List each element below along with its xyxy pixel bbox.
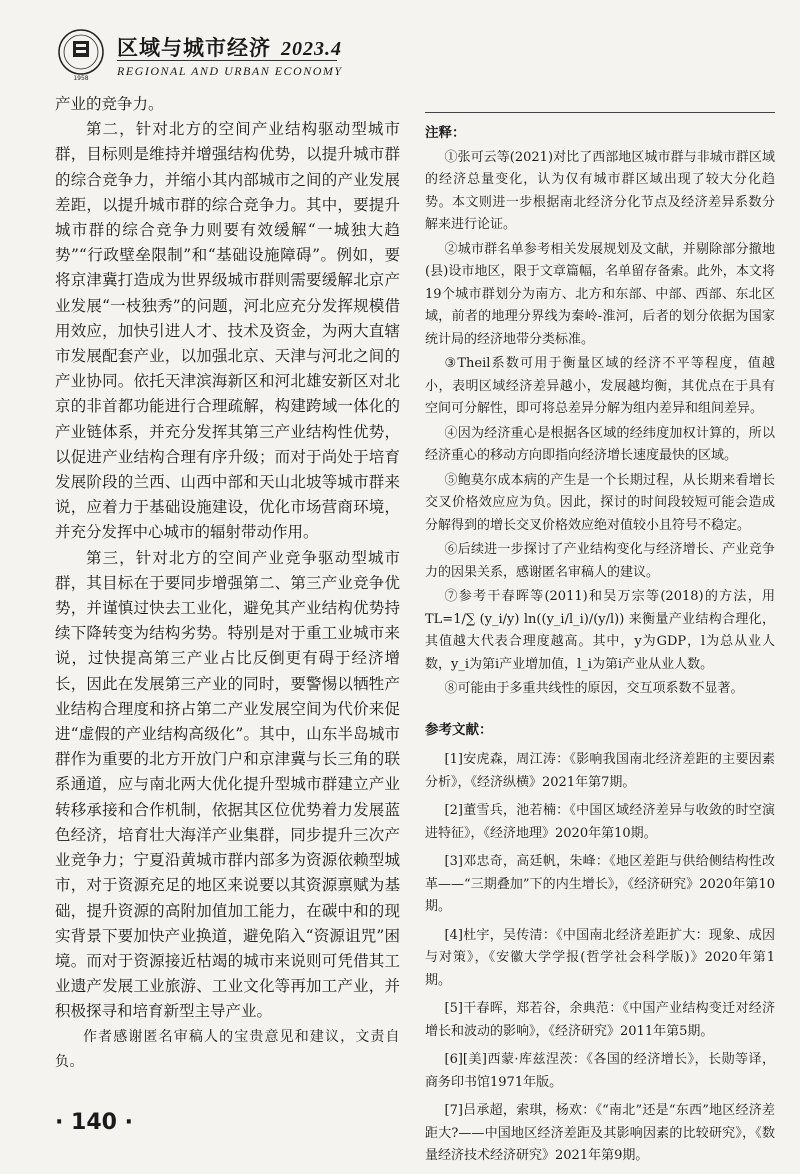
note-item: ④因为经济重心是根据各区域的经纬度加权计算的，所以经济重心的移动方向即指向经济增长速度最快的区域。: [425, 425, 775, 463]
reference-item: [3]邓忠奇，高廷帆，朱峰：《地区差距与供给侧结构性改革——“三期叠加”下的内生增长》，《经济研究》2020年第10期。: [425, 854, 775, 914]
notes-rule: [425, 112, 775, 113]
references-heading: 参考文献：: [425, 721, 493, 738]
notes-heading: 注释：: [425, 125, 466, 141]
page-number: · 140 ·: [55, 1110, 133, 1135]
journal-title: [117, 32, 342, 62]
journal-subtitle: REGIONAL AND URBAN ECONOMY: [117, 64, 343, 78]
body-paragraph: 第三，针对北方的空间产业竞争驱动型城市群，其目标在于要同步增强第二、第三产业竞争优势，并谨慎过快去工业化，避免其产业结构优势持续下降转变为结构劣势。特别是对于重工业城市来说，过快提高第三产业占比反倒更有碍于经济增长，因此在发展第三产业的同时，要警惕以牺牲产业结构合理度和挤占第二产业发展空间为代价来促进“虚假的产业结构高级化”。其中，山东半岛城市群作为重要的北方开放门户和京津冀与长三角的联系通道，应与南北两大优化提升型城市群建立产业转移承接和合作机制，依据其区位优势着力发展蓝色经济，培育壮大海洋产业集群，同步提升三次产业竞争力；宁夏沿黄城市群内部多为资源依赖型城市，对于资源充足的地区来说要以其资源禀赋为基础，提升资源的高附加值加工能力，在碳中和的现实背景下要加快产业换道，避免陷入“资源诅咒”困境。而对于资源接近枯竭的城市来说则可凭借其工业遗产发展工业旅游、工业文化等再加工产业，并积极探寻和培育新型主导产业。: [55, 548, 400, 1021]
reference-item: [1]安虎森，周江涛：《影响我国南北经济差距的主要因素分析》，《经济纵横》2021年第7期。: [425, 752, 775, 790]
header-rule: [117, 60, 337, 61]
note-item: ⑥后续进一步探讨了产业结构变化与经济增长、产业竞争力的因果关系，感谢匿名审稿人的建议。: [425, 542, 775, 580]
reference-item: [5]干春晖，郑若谷，余典范：《中国产业结构变迁对经济增长和波动的影响》，《经济研究》2011年第5期。: [425, 1001, 775, 1039]
left-column: [55, 92, 400, 1075]
reference-item: [7]吕承超，索琪，杨欢：《“南北”还是“东西”地区经济差距大?——中国地区经济差距及其影响因素的比较研究》，《数量经济技术经济研究》2021年第9期。: [425, 1103, 775, 1163]
note-item: ⑤鲍莫尔成本病的产生是一个长期过程，从长期来看增长交叉价格效应应为负。因此，探讨的时间段较短可能会造成分解得到的增长交叉价格效应绝对值较小且符号不稳定。: [425, 472, 775, 533]
note-item: ①张可云等(2021)对比了西部地区城市群与非城市群区域的经济总量变化，认为仅有城市群区域出现了较大分化趋势。本文则进一步根据南北经济分化节点及经济差异系数分解来进行论证。: [425, 149, 775, 232]
note-item: ②城市群名单参考相关发展规划及文献，并剔除部分撤地(县)设市地区，限于文章篇幅，名单留存备索。此外，本文将19个城市群划分为南方、北方和东部、中部、西部、东北区域，前者的地理分界线为秦岭-淮河，后者的划分依据为国家统计局的经济地带分类标准。: [425, 241, 775, 347]
body-paragraph: 第二，针对北方的空间产业结构驱动型城市群，目标则是维持并增强结构优势，以提升城市群的综合竞争力，并缩小其内部城市之间的产业发展差距，以提升城市群的综合竞争力。其中，要提升城市群的综合竞争力则要有效缓解“一城独大趋势”“行政壁垒限制”和“基础设施障碍”。例如，要将京津冀打造成为世界级城市群则需要缓解北京产业发展“一枝独秀”的问题，河北应充分发挥规模借用效应，加快引进人才、技术及资金，为两大直辖市发展配套产业，以加强北京、天津与河北之间的产业协同。依托天津滨海新区和河北雄安新区对北京的非首都功能进行合理疏解，构建跨域一体化的产业链体系，并充分发挥其第三产业结构性优势，以促进产业结构合理有序升级；而对于尚处于培育发展阶段的兰西、山西中部和天山北坡等城市群来说，应着力于基础设施建设，优化市场营商环境，并充分发挥中心城市的辐射带动作用。: [55, 120, 400, 542]
note-item: ⑧可能由于多重共线性的原因，交互项系数不显著。: [444, 681, 744, 696]
journal-logo: [55, 28, 107, 84]
reference-item: [6][美]西蒙·库兹涅茨：《各国的经济增长》，长勋等译，商务印书馆1971年版。: [425, 1052, 775, 1090]
journal-header: [55, 28, 755, 88]
note-item: ⑦参考干春晖等(2011)和吴万宗等(2018)的方法，用TL=1/∑ (y_i/y) ln((y_i/l_i)/(y/l)) 来衡量产业结构合理化，其值越大代表合理度越高。其中，y为GDP，l为总从业人数，y_i为第i产业增加值，l_i为第i产业从业人数。: [425, 589, 775, 672]
reference-item: [2]董雪兵，池若楠：《中国区域经济差异与收敛的时空演进特征》，《经济地理》2020年第10期。: [425, 803, 775, 841]
issue-number: 2023.4: [281, 38, 342, 60]
note-item: ③Theil系数可用于衡量区域的经济不平等程度，值越小，表明区域经济差异越小，发展越均衡，其优点在于具有空间可分解性，即可将总差异分解为组内差异和组间差异。: [425, 356, 775, 416]
right-column: [425, 122, 775, 1174]
body-paragraph: 产业的竞争力。: [55, 95, 164, 113]
reference-item: [4]杜宇，吴传清：《中国南北经济差距扩大：现象、成因与对策》，《安徽大学学报(哲学社会科学版)》2020年第1期。: [425, 927, 775, 988]
svg-text:1958: 1958: [73, 75, 89, 82]
acknowledgement: 作者感谢匿名审稿人的宝贵意见和建议，文责自负。: [55, 1028, 400, 1070]
journal-title-text: 区域与城市经济: [117, 36, 271, 60]
